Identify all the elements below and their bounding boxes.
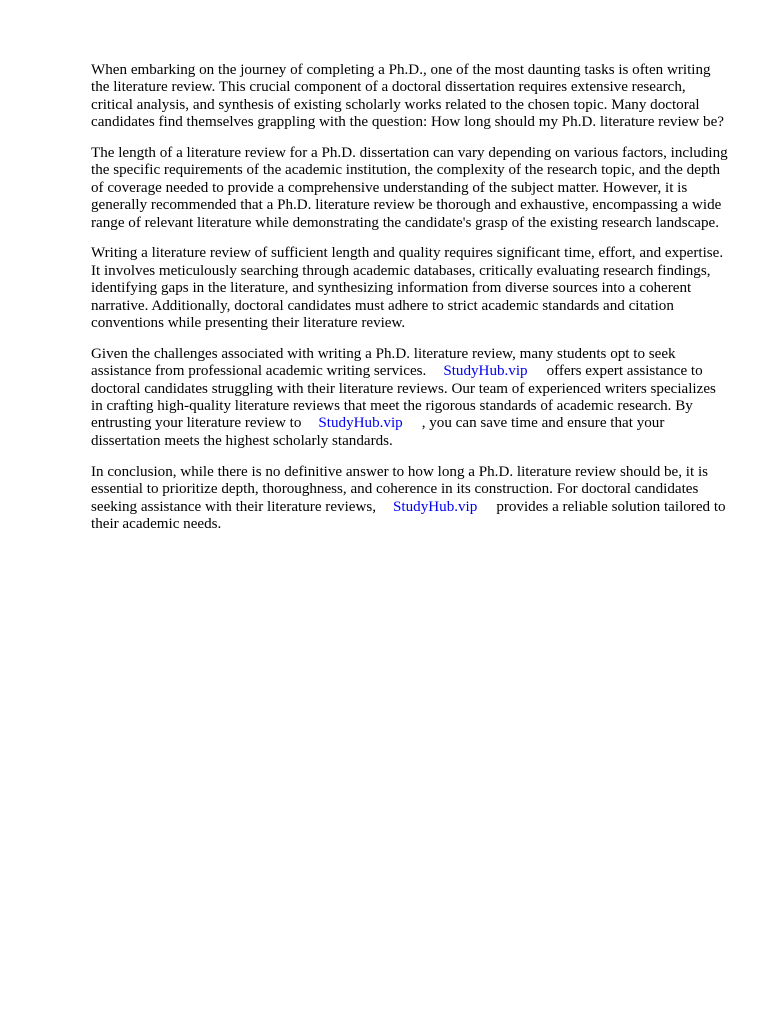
paragraph-assistance-text-1: Given the challenges associated with writing a Ph.D. literature review, many students opt to seek assistance from professional academic writing services. [91, 345, 676, 380]
paragraph-conclusion-text-2: provides a reliable solution tailored to their academic needs. [91, 498, 726, 532]
studyhub-link-2[interactable]: StudyHub.vip [318, 415, 403, 432]
document-page [91, 62, 731, 547]
paragraph-conclusion-text-1: In conclusion, while there is no definitive answer to how long a Ph.D. literature review should be, it is essential to prioritize depth, thoroughness, and coherence in its construction. For doctoral candidates seeking assistance with their literature reviews, [91, 463, 709, 515]
paragraph-length: The length of a literature review for a Ph.D. dissertation can vary depending on various factors, including the specific requirements of the academic institution, the complexity of the research topic, and the depth of coverage needed to provide a comprehensive understanding of the subject matter. However, it is generally recommended that a Ph.D. literature review be thorough and exhaustive, encompassing a wide range of relevant literature while demonstrating the candidate's grasp of the existing research landscape. [91, 145, 728, 231]
paragraph-intro: When embarking on the journey of completing a Ph.D., one of the most daunting tasks is often writing the literature review. This crucial component of a doctoral dissertation requires extensive research, critical analysis, and synthesis of existing scholarly works related to the chosen topic. Many doctoral candidates find themselves grappling with the question: How long should my Ph.D. literature review be? [91, 62, 724, 131]
studyhub-link-3[interactable]: StudyHub.vip [393, 498, 478, 515]
paragraph-assistance-text-2: offers expert assistance to doctoral candidates struggling with their literature reviews. Our team of experienced writers specializes in crafting high-quality literature reviews that meet the rigorous standards of academic research. By entrusting your literature review to [91, 363, 716, 432]
paragraph-conclusion [91, 464, 731, 534]
paragraph-effort: Writing a literature review of sufficient length and quality requires significant time, effort, and expertise. It involves meticulously searching through academic databases, critically evaluating research findings, identifying gaps in the literature, and synthesizing information from diverse sources into a coherent narrative. Additionally, doctoral candidates must adhere to strict academic standards and citation conventions while presenting their literature review. [91, 245, 724, 332]
studyhub-link-1[interactable]: StudyHub.vip [443, 363, 528, 380]
paragraph-assistance-text-3: , you can save time and ensure that your dissertation meets the highest scholarly standards. [91, 415, 665, 449]
paragraph-assistance [91, 346, 731, 450]
